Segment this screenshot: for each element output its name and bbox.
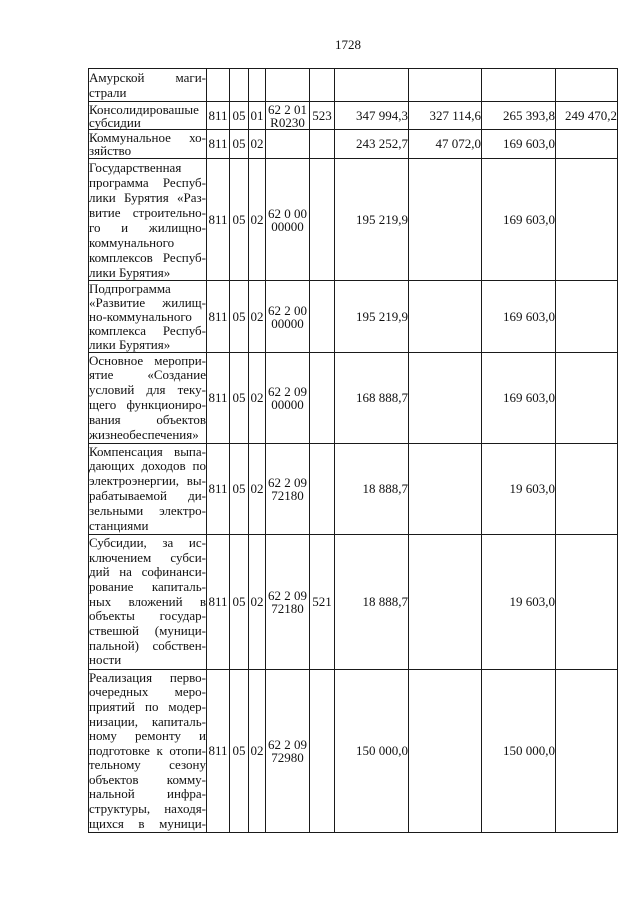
amount-cell [409,69,482,102]
section-code-cell: 05 [230,353,249,444]
description-line: тельному сезону [89,757,206,773]
description-line: объектов комму- [89,771,206,787]
amount-cell [409,444,482,535]
admin-code-cell: 811 [207,130,230,159]
description-line: страли [89,85,127,100]
target-code-line: 62 2 00 [268,302,307,318]
description-line: витие строительно- [89,204,206,220]
description-line: но-коммунального [89,308,192,324]
target-code-line: 62 2 01 [268,101,307,117]
description-line: подготовке к отопи- [89,742,206,758]
target-code-line: 00000 [271,218,304,234]
amount-cell: 327 114,6 [409,102,482,130]
description-line: дий на софинанси- [89,564,206,580]
description-line: программа Респуб- [89,174,206,190]
description-line: Консолидировашые [89,101,199,117]
amount-cell: 150 000,0 [482,670,556,833]
admin-code-cell: 811 [207,670,230,833]
description-line: лики Бурятия «Раз- [89,189,206,205]
amount-cell [556,159,618,281]
amount-cell [556,444,618,535]
amount-cell [409,159,482,281]
amount-cell: 249 470,2 [556,102,618,130]
amount-cell: 18 888,7 [335,444,409,535]
description-line: ности [89,652,122,668]
description-line: Основное меропри- [89,352,206,368]
admin-code-cell: 811 [207,535,230,670]
description-line: вания объектов [89,411,206,427]
amount-cell [556,535,618,670]
target-code-cell [266,444,310,535]
description-line: электроэнергии, вы- [89,473,206,489]
amount-cell: 47 072,0 [409,130,482,159]
description-line: Государственная [89,159,182,175]
expense-type-cell [310,159,335,281]
description-line: лики Бурятия» [89,264,171,280]
amount-cell: 265 393,8 [482,102,556,130]
amount-cell [556,130,618,159]
admin-code-cell: 811 [207,102,230,130]
description-cell [89,130,207,159]
section-code-cell: 05 [230,670,249,833]
subsection-code-cell: 02 [249,535,266,670]
amount-cell: 19 603,0 [482,444,556,535]
description-line: щего функциониро- [89,397,206,412]
amount-cell: 168 888,7 [335,353,409,444]
description-line: ных вложений в [89,593,206,609]
table-row [89,130,618,159]
target-code-cell [266,159,310,281]
table-row [89,535,618,670]
admin-code-cell: 811 [207,444,230,535]
amount-cell [482,69,556,102]
amount-cell [409,353,482,444]
expense-type-cell [310,444,335,535]
description-line: жизнеобеспечения» [89,426,199,442]
target-code-cell [266,281,310,353]
subsection-code-cell [249,69,266,102]
expense-type-cell [310,130,335,159]
admin-code-cell: 811 [207,353,230,444]
description-line: Подпрограмма [89,280,171,296]
description-line: зяйство [89,143,132,158]
target-code-line: 62 2 09 [268,384,307,399]
description-line: ствешюй (муници- [89,623,206,639]
target-code-line: 00000 [271,397,304,412]
expense-type-cell [310,353,335,444]
description-line: комплекса Респуб- [89,322,206,338]
amount-cell [409,670,482,833]
description-line: структуры, находя- [89,801,206,817]
description-line: коммунального [89,234,175,250]
admin-code-cell: 811 [207,281,230,353]
section-code-cell: 05 [230,130,249,159]
description-line: очередных меро- [89,684,206,700]
description-line: Субсидии, за ис- [89,534,206,550]
amount-cell: 18 888,7 [335,535,409,670]
subsection-code-cell: 01 [249,102,266,130]
description-line: субсидии [89,114,141,130]
target-code-line: 72980 [271,750,304,765]
target-code-line: 62 2 09 [268,737,307,752]
description-cell [89,102,207,130]
data-table [88,68,618,833]
table-row [89,353,618,444]
subsection-code-cell: 02 [249,130,266,159]
amount-cell: 169 603,0 [482,159,556,281]
description-line: Коммунальное хо- [89,129,206,145]
amount-cell: 169 603,0 [482,130,556,159]
description-line: ному ремонту и [89,728,206,744]
description-cell [89,281,207,353]
expense-type-cell: 521 [310,535,335,670]
amount-cell [556,69,618,102]
description-line: рование капиталь- [89,578,206,594]
subsection-code-cell: 02 [249,444,266,535]
description-line: го и жилищно- [89,219,206,235]
subsection-code-cell: 02 [249,353,266,444]
amount-cell: 195 219,9 [335,281,409,353]
section-code-cell: 05 [230,159,249,281]
section-code-cell: 05 [230,102,249,130]
amount-cell: 347 994,3 [335,102,409,130]
admin-code-cell: 811 [207,159,230,281]
amount-cell [556,353,618,444]
description-line: дающих доходов по [89,458,206,474]
section-code-cell: 05 [230,281,249,353]
description-cell [89,535,207,670]
target-code-line: 00000 [271,315,304,331]
table-row [89,444,618,535]
description-line: приятий по модер- [89,698,206,714]
table-row [89,281,618,353]
amount-cell: 19 603,0 [482,535,556,670]
expense-type-cell [310,670,335,833]
section-code-cell: 05 [230,535,249,670]
target-code-cell [266,535,310,670]
amount-cell: 169 603,0 [482,353,556,444]
description-line: ключением субси- [89,549,206,565]
target-code-cell [266,670,310,833]
table-row [89,159,618,281]
description-line: «Развитие жилищ- [89,294,206,310]
description-line: Реализация перво- [89,669,206,685]
amount-cell: 150 000,0 [335,670,409,833]
description-line: низации, капиталь- [89,713,206,729]
subsection-code-cell: 02 [249,281,266,353]
target-code-cell [266,102,310,130]
description-line: условий для теку- [89,382,206,398]
subsection-code-cell: 02 [249,159,266,281]
admin-code-cell [207,69,230,102]
section-code-cell: 05 [230,444,249,535]
description-line: пальной) собствен- [89,637,206,653]
subsection-code-cell: 02 [249,670,266,833]
description-line: нальной инфра- [89,786,206,802]
expense-type-cell: 523 [310,102,335,130]
description-line: рабатываемой ди- [89,488,206,503]
amount-cell [409,535,482,670]
description-line: комплексов Респуб- [89,249,206,265]
table-row [89,69,618,102]
description-line: лики Бурятия» [89,336,171,352]
amount-cell [335,69,409,102]
target-code-line: 72180 [271,488,304,503]
amount-cell: 169 603,0 [482,281,556,353]
amount-cell [556,281,618,353]
target-code-line: R0230 [270,114,305,130]
description-line: Амурской маги- [89,69,206,85]
description-line: щихся в муници- [89,815,206,831]
target-code-cell [266,130,310,159]
amount-cell: 195 219,9 [335,159,409,281]
target-code-line: 62 2 09 [268,588,307,603]
amount-cell: 243 252,7 [335,130,409,159]
amount-cell [409,281,482,353]
description-line: зельными электро- [89,502,206,518]
description-cell [89,353,207,444]
description-line: Компенсация выпа- [89,443,206,459]
target-code-cell [266,69,310,102]
description-cell [89,670,207,833]
target-code-line: 72180 [271,601,304,616]
page-number: 1728 [335,37,361,52]
description-cell [89,159,207,281]
amount-cell [556,670,618,833]
description-line: объекты государ- [89,608,206,624]
description-cell [89,69,207,102]
target-code-line: 62 2 09 [268,475,307,490]
description-cell [89,444,207,535]
target-code-cell [266,353,310,444]
target-code-line: 62 0 00 [268,205,307,221]
expense-type-cell [310,69,335,102]
table-row [89,670,618,833]
expense-type-cell [310,281,335,353]
table-row [89,102,618,130]
section-code-cell [230,69,249,102]
description-line: ятие «Создание [89,367,206,383]
description-line: станциями [89,517,149,533]
